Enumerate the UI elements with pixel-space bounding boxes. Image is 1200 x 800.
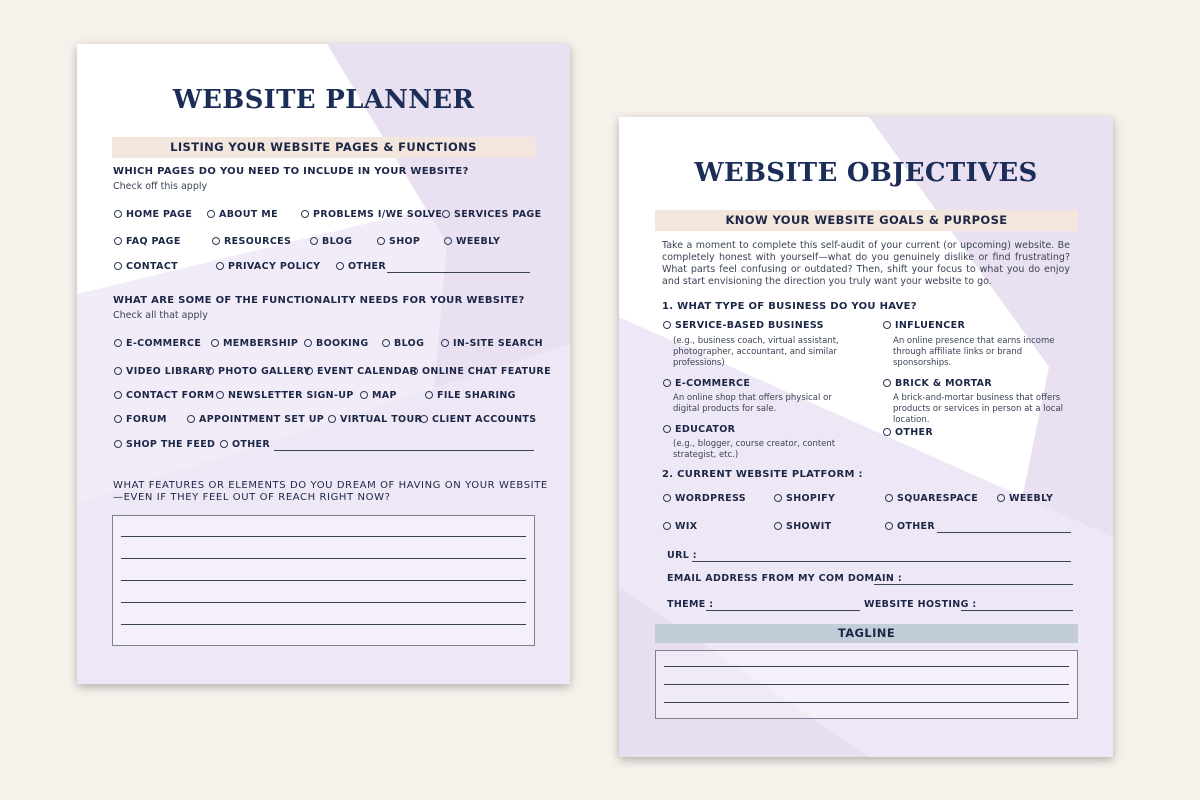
function-option[interactable]: PHOTO GALLERY xyxy=(206,366,311,378)
page-option-problems[interactable]: PROBLEMS I/WE SOLVE xyxy=(301,209,442,221)
radio-circle-icon[interactable] xyxy=(883,379,891,387)
radio-circle-icon[interactable] xyxy=(883,321,891,329)
function-option[interactable]: IN-SITE SEARCH xyxy=(441,338,543,350)
checkbox-circle-icon[interactable] xyxy=(336,262,344,270)
checkbox-circle-icon[interactable] xyxy=(305,367,313,375)
business-option-description: (e.g., business coach, virtual assistant, photographer, accountant, and similar professions) xyxy=(673,336,839,368)
platform-option-squarespace[interactable]: SQUARESPACE xyxy=(885,493,978,505)
checkbox-circle-icon[interactable] xyxy=(301,210,309,218)
checkbox-circle-icon[interactable] xyxy=(442,210,450,218)
writing-line xyxy=(121,624,526,625)
other-function-input-line[interactable] xyxy=(274,450,534,451)
function-option[interactable]: VIRTUAL TOUR xyxy=(328,414,422,426)
checkbox-circle-icon[interactable] xyxy=(114,237,122,245)
radio-circle-icon[interactable] xyxy=(885,494,893,502)
checkbox-circle-icon[interactable] xyxy=(114,440,122,448)
page-option-blog[interactable]: BLOG xyxy=(310,236,352,248)
page-option-other[interactable]: OTHER xyxy=(336,261,386,273)
checkbox-circle-icon[interactable] xyxy=(114,391,122,399)
radio-circle-icon[interactable] xyxy=(663,494,671,502)
function-option[interactable]: SHOP THE FEED xyxy=(114,439,215,451)
checkbox-circle-icon[interactable] xyxy=(207,210,215,218)
business-option-service[interactable]: SERVICE-BASED BUSINESS xyxy=(663,320,824,332)
checkbox-circle-icon[interactable] xyxy=(420,415,428,423)
platform-option-wix[interactable]: WIX xyxy=(663,521,697,533)
checkbox-circle-icon[interactable] xyxy=(114,339,122,347)
theme-label: THEME : xyxy=(667,599,714,610)
objectives-section-band: KNOW YOUR WEBSITE GOALS & PURPOSE xyxy=(655,210,1078,231)
checkbox-circle-icon[interactable] xyxy=(410,367,418,375)
checkbox-circle-icon[interactable] xyxy=(310,237,318,245)
page-option-shop[interactable]: SHOP xyxy=(377,236,420,248)
radio-circle-icon[interactable] xyxy=(663,379,671,387)
platform-option-wordpress[interactable]: WORDPRESS xyxy=(663,493,746,505)
function-option[interactable]: VIDEO LIBRARY xyxy=(114,366,212,378)
function-option[interactable]: ONLINE CHAT FEATURE xyxy=(410,366,551,378)
checkbox-circle-icon[interactable] xyxy=(304,339,312,347)
business-option-ecommerce[interactable]: E-COMMERCE xyxy=(663,378,750,390)
tagline-answer-box[interactable] xyxy=(655,650,1078,719)
checkbox-circle-icon[interactable] xyxy=(444,237,452,245)
function-option[interactable]: BLOG xyxy=(382,338,424,350)
radio-circle-icon[interactable] xyxy=(663,522,671,530)
functionality-question: WHAT ARE SOME OF THE FUNCTIONALITY NEEDS FOR YOUR WEBSITE? xyxy=(113,295,525,306)
function-option[interactable]: FILE SHARING xyxy=(425,390,516,402)
radio-circle-icon[interactable] xyxy=(883,428,891,436)
writing-line xyxy=(664,702,1069,703)
radio-circle-icon[interactable] xyxy=(997,494,1005,502)
other-platform-input-line[interactable] xyxy=(937,532,1071,533)
checkbox-circle-icon[interactable] xyxy=(220,440,228,448)
function-option[interactable]: E-COMMERCE xyxy=(114,338,201,350)
checkbox-circle-icon[interactable] xyxy=(425,391,433,399)
platform-question: 2. CURRENT WEBSITE PLATFORM : xyxy=(662,469,863,480)
radio-circle-icon[interactable] xyxy=(885,522,893,530)
writing-line xyxy=(121,536,526,537)
theme-input-line[interactable] xyxy=(706,610,860,611)
business-option-influencer[interactable]: INFLUENCER xyxy=(883,320,965,332)
radio-circle-icon[interactable] xyxy=(774,522,782,530)
business-option-brick-mortar[interactable]: BRICK & MORTAR xyxy=(883,378,992,390)
url-input-line[interactable] xyxy=(692,561,1071,562)
business-option-description: A brick-and-mortar business that offers products or services in person at a local location. xyxy=(893,393,1064,425)
pages-question-hint: Check off this apply xyxy=(113,181,208,192)
checkbox-circle-icon[interactable] xyxy=(382,339,390,347)
page-option-home[interactable]: HOME PAGE xyxy=(114,209,192,221)
business-option-other[interactable]: OTHER xyxy=(883,427,933,439)
email-domain-label: EMAIL ADDRESS FROM MY COM DOMAIN : xyxy=(667,573,903,584)
page-option-about[interactable]: ABOUT ME xyxy=(207,209,278,221)
business-option-description: (e.g., blogger, course creator, content strategist, etc.) xyxy=(673,439,836,460)
function-option[interactable]: EVENT CALENDAR xyxy=(305,366,417,378)
function-option[interactable]: FORUM xyxy=(114,414,167,426)
checkbox-circle-icon[interactable] xyxy=(216,262,224,270)
functionality-question-hint: Check all that apply xyxy=(113,310,208,321)
page-option-resources[interactable]: RESOURCES xyxy=(212,236,291,248)
function-option[interactable]: MEMBERSHIP xyxy=(211,338,298,350)
function-option[interactable]: NEWSLETTER SIGN-UP xyxy=(216,390,354,402)
pages-question: WHICH PAGES DO YOU NEED TO INCLUDE IN YOUR WEBSITE? xyxy=(113,166,469,177)
planner-section-band: LISTING YOUR WEBSITE PAGES & FUNCTIONS xyxy=(112,137,535,158)
platform-option-weebly[interactable]: WEEBLY xyxy=(997,493,1053,505)
objectives-page xyxy=(619,117,1113,757)
checkbox-circle-icon[interactable] xyxy=(377,237,385,245)
writing-line xyxy=(664,666,1069,667)
page-option-faq[interactable]: FAQ PAGE xyxy=(114,236,181,248)
radio-circle-icon[interactable] xyxy=(774,494,782,502)
function-option[interactable]: APPOINTMENT SET UP xyxy=(187,414,324,426)
hosting-label: WEBSITE HOSTING : xyxy=(864,599,977,610)
writing-line xyxy=(121,580,526,581)
business-option-educator[interactable]: EDUCATOR xyxy=(663,424,735,436)
hosting-input-line[interactable] xyxy=(961,610,1073,611)
checkbox-circle-icon[interactable] xyxy=(206,367,214,375)
other-page-input-line[interactable] xyxy=(387,272,530,273)
writing-line xyxy=(121,558,526,559)
function-option[interactable]: OTHER xyxy=(220,439,270,451)
dream-features-answer-box[interactable] xyxy=(112,515,535,646)
dream-features-question-line1: WHAT FEATURES OR ELEMENTS DO YOU DREAM OF HAVING ON YOUR WEBSITE xyxy=(113,480,548,491)
checkbox-circle-icon[interactable] xyxy=(328,415,336,423)
checkbox-circle-icon[interactable] xyxy=(441,339,449,347)
page-option-contact[interactable]: CONTACT xyxy=(114,261,178,273)
checkbox-circle-icon[interactable] xyxy=(187,415,195,423)
platform-option-showit[interactable]: SHOWIT xyxy=(774,521,831,533)
email-domain-input-line[interactable] xyxy=(874,584,1073,585)
tagline-band: TAGLINE xyxy=(655,624,1078,643)
checkbox-circle-icon[interactable] xyxy=(114,262,122,270)
page-option-services[interactable]: SERVICES PAGE xyxy=(442,209,541,221)
function-option[interactable]: MAP xyxy=(360,390,397,402)
business-option-description: An online presence that earns income through affiliate links or brand sponsorships. xyxy=(893,336,1055,368)
checkbox-circle-icon[interactable] xyxy=(216,391,224,399)
radio-circle-icon[interactable] xyxy=(663,321,671,329)
planner-title: WEBSITE PLANNER xyxy=(172,85,475,115)
url-label: URL : xyxy=(667,550,697,561)
function-option[interactable]: BOOKING xyxy=(304,338,369,350)
writing-line xyxy=(664,684,1069,685)
dream-features-question-line2: —EVEN IF THEY FEEL OUT OF REACH RIGHT NOW? xyxy=(113,492,391,503)
objectives-intro-paragraph: Take a moment to complete this self-audit of your current (or upcoming) website. Be completely honest with yourself—what do you genuinely dislike or find frustrating? What parts feel confusing or outdated? Then, shift your focus to what you do enjoy and start envisioning the direction you truly want your website to go. xyxy=(662,240,1070,287)
platform-option-other[interactable]: OTHER xyxy=(885,521,935,533)
business-option-description: An online shop that offers physical or digital products for sale. xyxy=(673,393,832,414)
writing-line xyxy=(121,602,526,603)
planner-page xyxy=(77,44,570,684)
function-option[interactable]: CLIENT ACCOUNTS xyxy=(420,414,536,426)
radio-circle-icon[interactable] xyxy=(663,425,671,433)
function-option[interactable]: CONTACT FORM xyxy=(114,390,214,402)
checkbox-circle-icon[interactable] xyxy=(114,210,122,218)
platform-option-shopify[interactable]: SHOPIFY xyxy=(774,493,835,505)
objectives-title: WEBSITE OBJECTIVES xyxy=(694,158,1038,188)
page-option-weebly[interactable]: WEEBLY xyxy=(444,236,500,248)
checkbox-circle-icon[interactable] xyxy=(211,339,219,347)
checkbox-circle-icon[interactable] xyxy=(360,391,368,399)
checkbox-circle-icon[interactable] xyxy=(114,415,122,423)
business-type-question: 1. WHAT TYPE OF BUSINESS DO YOU HAVE? xyxy=(662,301,917,312)
page-option-privacy[interactable]: PRIVACY POLICY xyxy=(216,261,320,273)
checkbox-circle-icon[interactable] xyxy=(212,237,220,245)
checkbox-circle-icon[interactable] xyxy=(114,367,122,375)
